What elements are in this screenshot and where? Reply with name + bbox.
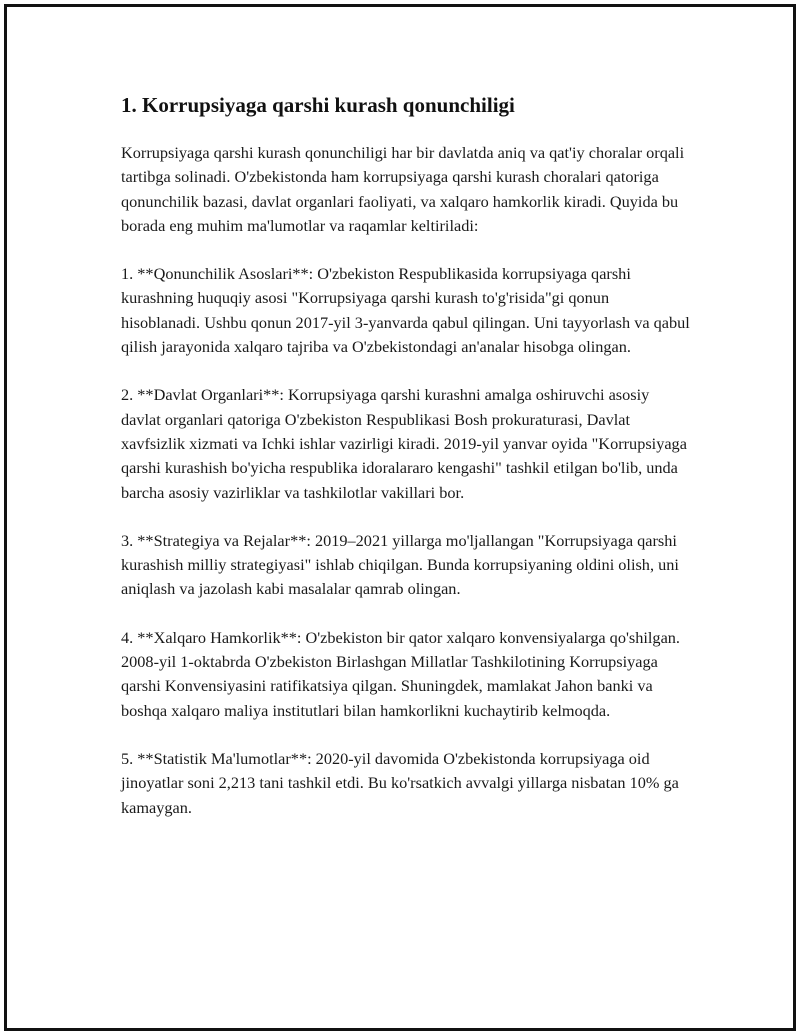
- document-body: [121, 91, 691, 844]
- section-heading: 1. Korrupsiyaga qarshi kurash qonunchiligi: [121, 93, 515, 117]
- list-item-state-bodies: 2. **Davlat Organlari**: Korrupsiyaga qarshi kurashni amalga oshiruvchi asosiy davlat organlari qatoriga O'zbekiston Respublikasi Bosh prokuraturasi, Davlat xavfsizlik xizmati va Ichki ishlar vazirligi kiradi. 2019-yil yanvar oyida "Korrupsiyaga qarshi kurashish bo'yicha respublika idoralararo kengashi" tashkil etilgan bo'lib, unda barcha asosiy vazirliklar va tashkilotlar vakillari bor.: [121, 385, 687, 502]
- list-item-statistics: 5. **Statistik Ma'lumotlar**: 2020-yil davomida O'zbekistonda korrupsiyaga oid jinoyatlar soni 2,213 tani tashkil etdi. Bu ko'rsatkich avvalgi yillarga nisbatan 10% ga kamaygan.: [121, 748, 679, 817]
- list-item-international-cooperation: 4. **Xalqaro Hamkorlik**: O'zbekiston bir qator xalqaro konvensiyalarga qo'shilgan. 2008-yil 1-oktabrda O'zbekiston Birlashgan Millatlar Tashkilotining Korrupsiyaga qarshi Konvensiyasini ratifikatsiya qilgan. Shuningdek, mamlakat Jahon banki va boshqa xalqaro maliya institutlari bilan hamkorlikni kuchaytirib kelmoqda.: [121, 627, 680, 720]
- intro-paragraph: Korrupsiyaga qarshi kurash qonunchiligi har bir davlatda aniq va qat'iy choralar orqali tartibga solinadi. O'zbekistonda ham korrupsiyaga qarshi kurash choralari qatoriga qonunchilik bazasi, davlat organlari faoliyati, va xalqaro hamkorlik kiradi. Quyida bu borada eng muhim ma'lumotlar va raqamlar keltiriladi:: [121, 143, 685, 235]
- list-item-strategy: 3. **Strategiya va Rejalar**: 2019–2021 yillarga mo'ljallangan "Korrupsiyaga qarshi kurashish milliy strategiyasi" ishlab chiqilgan. Bunda korrupsiyaning oldini olish, uni aniqlash va jazolash kabi masalalar qamrab olingan.: [121, 530, 679, 599]
- page-frame: [4, 4, 796, 1031]
- list-item-legal-basis: 1. **Qonunchilik Asoslari**: O'zbekiston Respublikasida korrupsiyaga qarshi kurashning huquqiy asosi "Korrupsiyaga qarshi kurash to'g'risida"gi qonun hisoblanadi. Ushbu qonun 2017-yil 3-yanvarda qabul qilingan. Uni tayyorlash va qabul qilish jarayonida xalqaro tajriba va O'zbekistondagi an'analar hisobga olingan.: [121, 264, 690, 357]
